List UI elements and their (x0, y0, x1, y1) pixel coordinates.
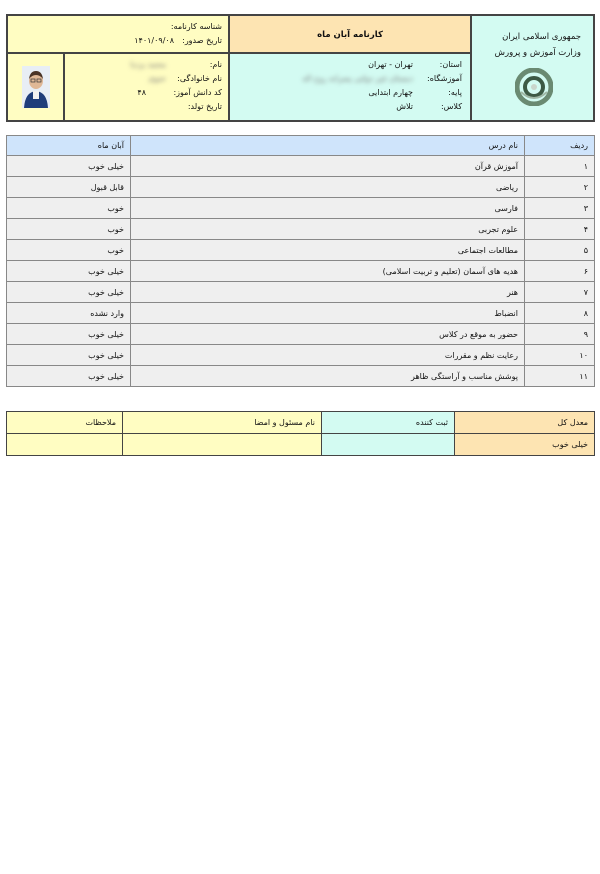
subject-name: ریاضی (131, 177, 525, 198)
row-number: ۳ (525, 198, 595, 219)
row-number: ۹ (525, 324, 595, 345)
org-line-2: وزارت آموزش و پرورش (494, 48, 581, 58)
table-row (7, 366, 595, 387)
table-row (7, 345, 595, 366)
subject-name: آموزش قرآن (131, 156, 525, 177)
ministry-logo-icon (515, 68, 553, 106)
subject-name: حضور به موقع در کلاس (131, 324, 525, 345)
row-number: ۴ (525, 219, 595, 240)
month-grade: خوب (7, 198, 131, 219)
row-number: ۱۱ (525, 366, 595, 387)
row-number: ۱ (525, 156, 595, 177)
registrar-label: ثبت کننده (322, 412, 455, 434)
subject-name: پوشش مناسب و آراستگی ظاهر (131, 366, 525, 387)
average-label: معدل کل (455, 412, 595, 434)
col-subject-header: نام درس (131, 136, 525, 156)
grades-table (6, 135, 595, 387)
issue-date-value: ۱۴۰۱/۰۹/۰۸ (134, 36, 174, 45)
organization-cell (471, 15, 594, 121)
report-id-cell (7, 15, 229, 53)
col-month-header: آبان ماه (7, 136, 131, 156)
class-label: کلاس: (440, 102, 462, 111)
month-grade: خیلی خوب (7, 261, 131, 282)
notes-value (7, 434, 123, 456)
grade-level-value: چهارم ابتدایی (368, 88, 413, 97)
family-label: نام خانوادگی: (177, 74, 222, 83)
subject-name: فارسی (131, 198, 525, 219)
province-label: استان: (439, 60, 462, 69)
school-value: دبستان غیر دولتی پسرانه روح اله (302, 74, 413, 83)
subject-name: علوم تجربی (131, 219, 525, 240)
report-title-cell (229, 15, 471, 53)
row-number: ۱۰ (525, 345, 595, 366)
signer-label: نام مسئول و امضا (123, 412, 322, 434)
subject-name: مطالعات اجتماعی (131, 240, 525, 261)
row-number: ۵ (525, 240, 595, 261)
subject-name: هدیه های آسمان (تعلیم و تربیت اسلامی) (131, 261, 525, 282)
table-row (7, 261, 595, 282)
month-grade: قابل قبول (7, 177, 131, 198)
family-value: حنوی (148, 74, 166, 83)
table-row (7, 282, 595, 303)
birth-date-label: تاریخ تولد: (187, 102, 222, 111)
table-row (7, 219, 595, 240)
report-title: کارنامه آبان ماه (317, 30, 383, 40)
month-grade: خیلی خوب (7, 345, 131, 366)
signer-value (123, 434, 322, 456)
month-grade: خیلی خوب (7, 324, 131, 345)
summary-table (6, 411, 595, 456)
table-row (7, 240, 595, 261)
grades-table-header (7, 136, 595, 156)
subject-name: انضباط (131, 303, 525, 324)
province-value: تهران - تهران (368, 60, 413, 69)
table-row (7, 198, 595, 219)
school-info-cell (229, 53, 471, 121)
row-number: ۶ (525, 261, 595, 282)
month-grade: خیلی خوب (7, 156, 131, 177)
subject-name: رعایت نظم و مقررات (131, 345, 525, 366)
student-photo (22, 66, 50, 108)
grade-level-label: پایه: (448, 88, 462, 97)
row-number: ۸ (525, 303, 595, 324)
month-grade: خوب (7, 219, 131, 240)
table-row (7, 156, 595, 177)
month-grade: وارد نشده (7, 303, 131, 324)
school-label: آموزشگاه: (427, 74, 462, 83)
report-header (6, 14, 595, 122)
table-row (7, 303, 595, 324)
subject-name: هنر (131, 282, 525, 303)
average-value: خیلی خوب (455, 434, 595, 456)
student-info-cell (64, 53, 229, 121)
month-grade: خیلی خوب (7, 282, 131, 303)
org-line-1: جمهوری اسلامی ایران (502, 32, 581, 42)
issue-date-label: تاریخ صدور: (182, 36, 222, 45)
class-value: تلاش (396, 102, 413, 111)
col-row-header: ردیف (525, 136, 595, 156)
summary-header-row (7, 412, 595, 434)
summary-value-row (7, 434, 595, 456)
student-code-label: کد دانش آموز: (173, 88, 222, 97)
table-row (7, 324, 595, 345)
table-row (7, 177, 595, 198)
row-number: ۷ (525, 282, 595, 303)
row-number: ۲ (525, 177, 595, 198)
student-code-value: ۴۸ (137, 88, 146, 97)
name-value: محمد یزدیا (130, 60, 166, 69)
registrar-value (322, 434, 455, 456)
month-grade: خیلی خوب (7, 366, 131, 387)
month-grade: خوب (7, 240, 131, 261)
notes-label: ملاحظات (7, 412, 123, 434)
name-label: نام: (209, 60, 222, 69)
card-id-label: شناسه کارنامه: (170, 22, 222, 31)
student-photo-cell (7, 53, 64, 121)
